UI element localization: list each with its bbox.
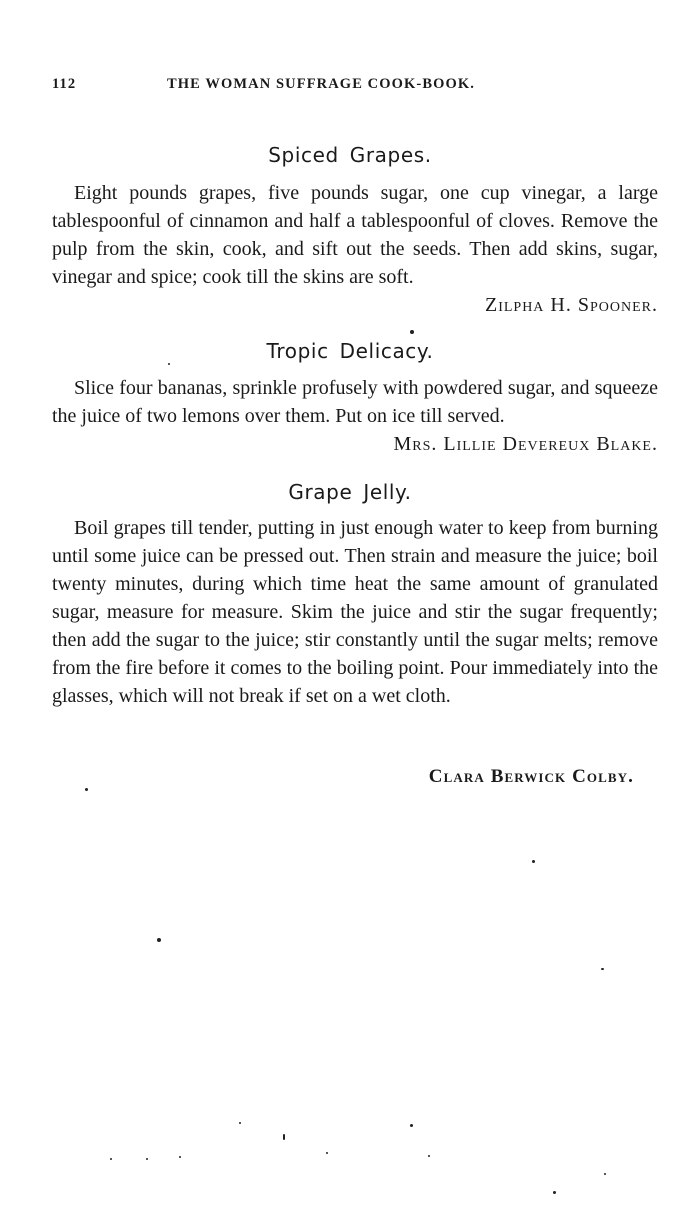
ink-speck	[179, 1156, 181, 1158]
ink-speck	[601, 968, 604, 970]
recipe-body-spiced-grapes	[52, 179, 658, 319]
recipe-attribution: Zilpha H. Spooner.	[484, 294, 658, 316]
recipe-title-grape-jelly: Grape Jelly.	[288, 480, 412, 504]
ink-speck	[168, 363, 170, 365]
recipe-text: Slice four bananas, sprinkle profusely with powdered sugar, and squeeze the juice of two lemons over them. Put on ice till served.	[52, 377, 658, 427]
ink-speck	[604, 1173, 606, 1175]
ink-speck	[85, 788, 88, 791]
ink-speck	[532, 860, 535, 863]
ink-speck	[283, 1134, 285, 1140]
ink-speck	[410, 1124, 413, 1127]
ink-speck	[239, 1122, 241, 1124]
page-number: 112	[52, 76, 77, 92]
recipe-attribution: Mrs. Lillie Devereux Blake.	[393, 433, 658, 455]
ink-speck	[410, 330, 414, 334]
ink-speck	[326, 1152, 328, 1154]
recipe-body-tropic-delicacy	[52, 374, 658, 458]
ink-speck	[146, 1158, 148, 1160]
ink-speck	[110, 1158, 112, 1160]
running-head	[52, 76, 652, 98]
recipe-title-spiced-grapes: Spiced Grapes.	[268, 143, 432, 167]
running-title: THE WOMAN SUFFRAGE COOK-BOOK.	[167, 76, 475, 92]
recipe-attribution: Clara Berwick Colby.	[428, 766, 634, 787]
recipe-title-tropic-delicacy: Tropic Delicacy.	[266, 339, 434, 363]
ink-speck	[428, 1155, 430, 1157]
recipe-text: Eight pounds grapes, five pounds sugar, one cup vinegar, a large tablespoonful of cinnamon and half a tablespoonful of cloves. Remove the pulp from the skin, cook, and sift out the seeds. Then add skins, sugar, vinegar and spice; cook till the skins are soft.	[52, 182, 658, 288]
recipe-body-grape-jelly: Boil grapes till tender, putting in just enough water to keep from burning until some juice can be pressed out. Then strain and measure the juice; boil twenty minutes, during which time heat the same amount of granulated sugar, measure for measure. Skim the juice and stir the sugar frequently; then add the sugar to the juice; stir constantly until the sugar melts; remove from the fire before it comes to the boiling point. Pour immediately into the glasses, which will not break if set on a wet cloth.	[52, 517, 658, 707]
ink-speck	[157, 938, 161, 942]
ink-speck	[553, 1191, 556, 1194]
